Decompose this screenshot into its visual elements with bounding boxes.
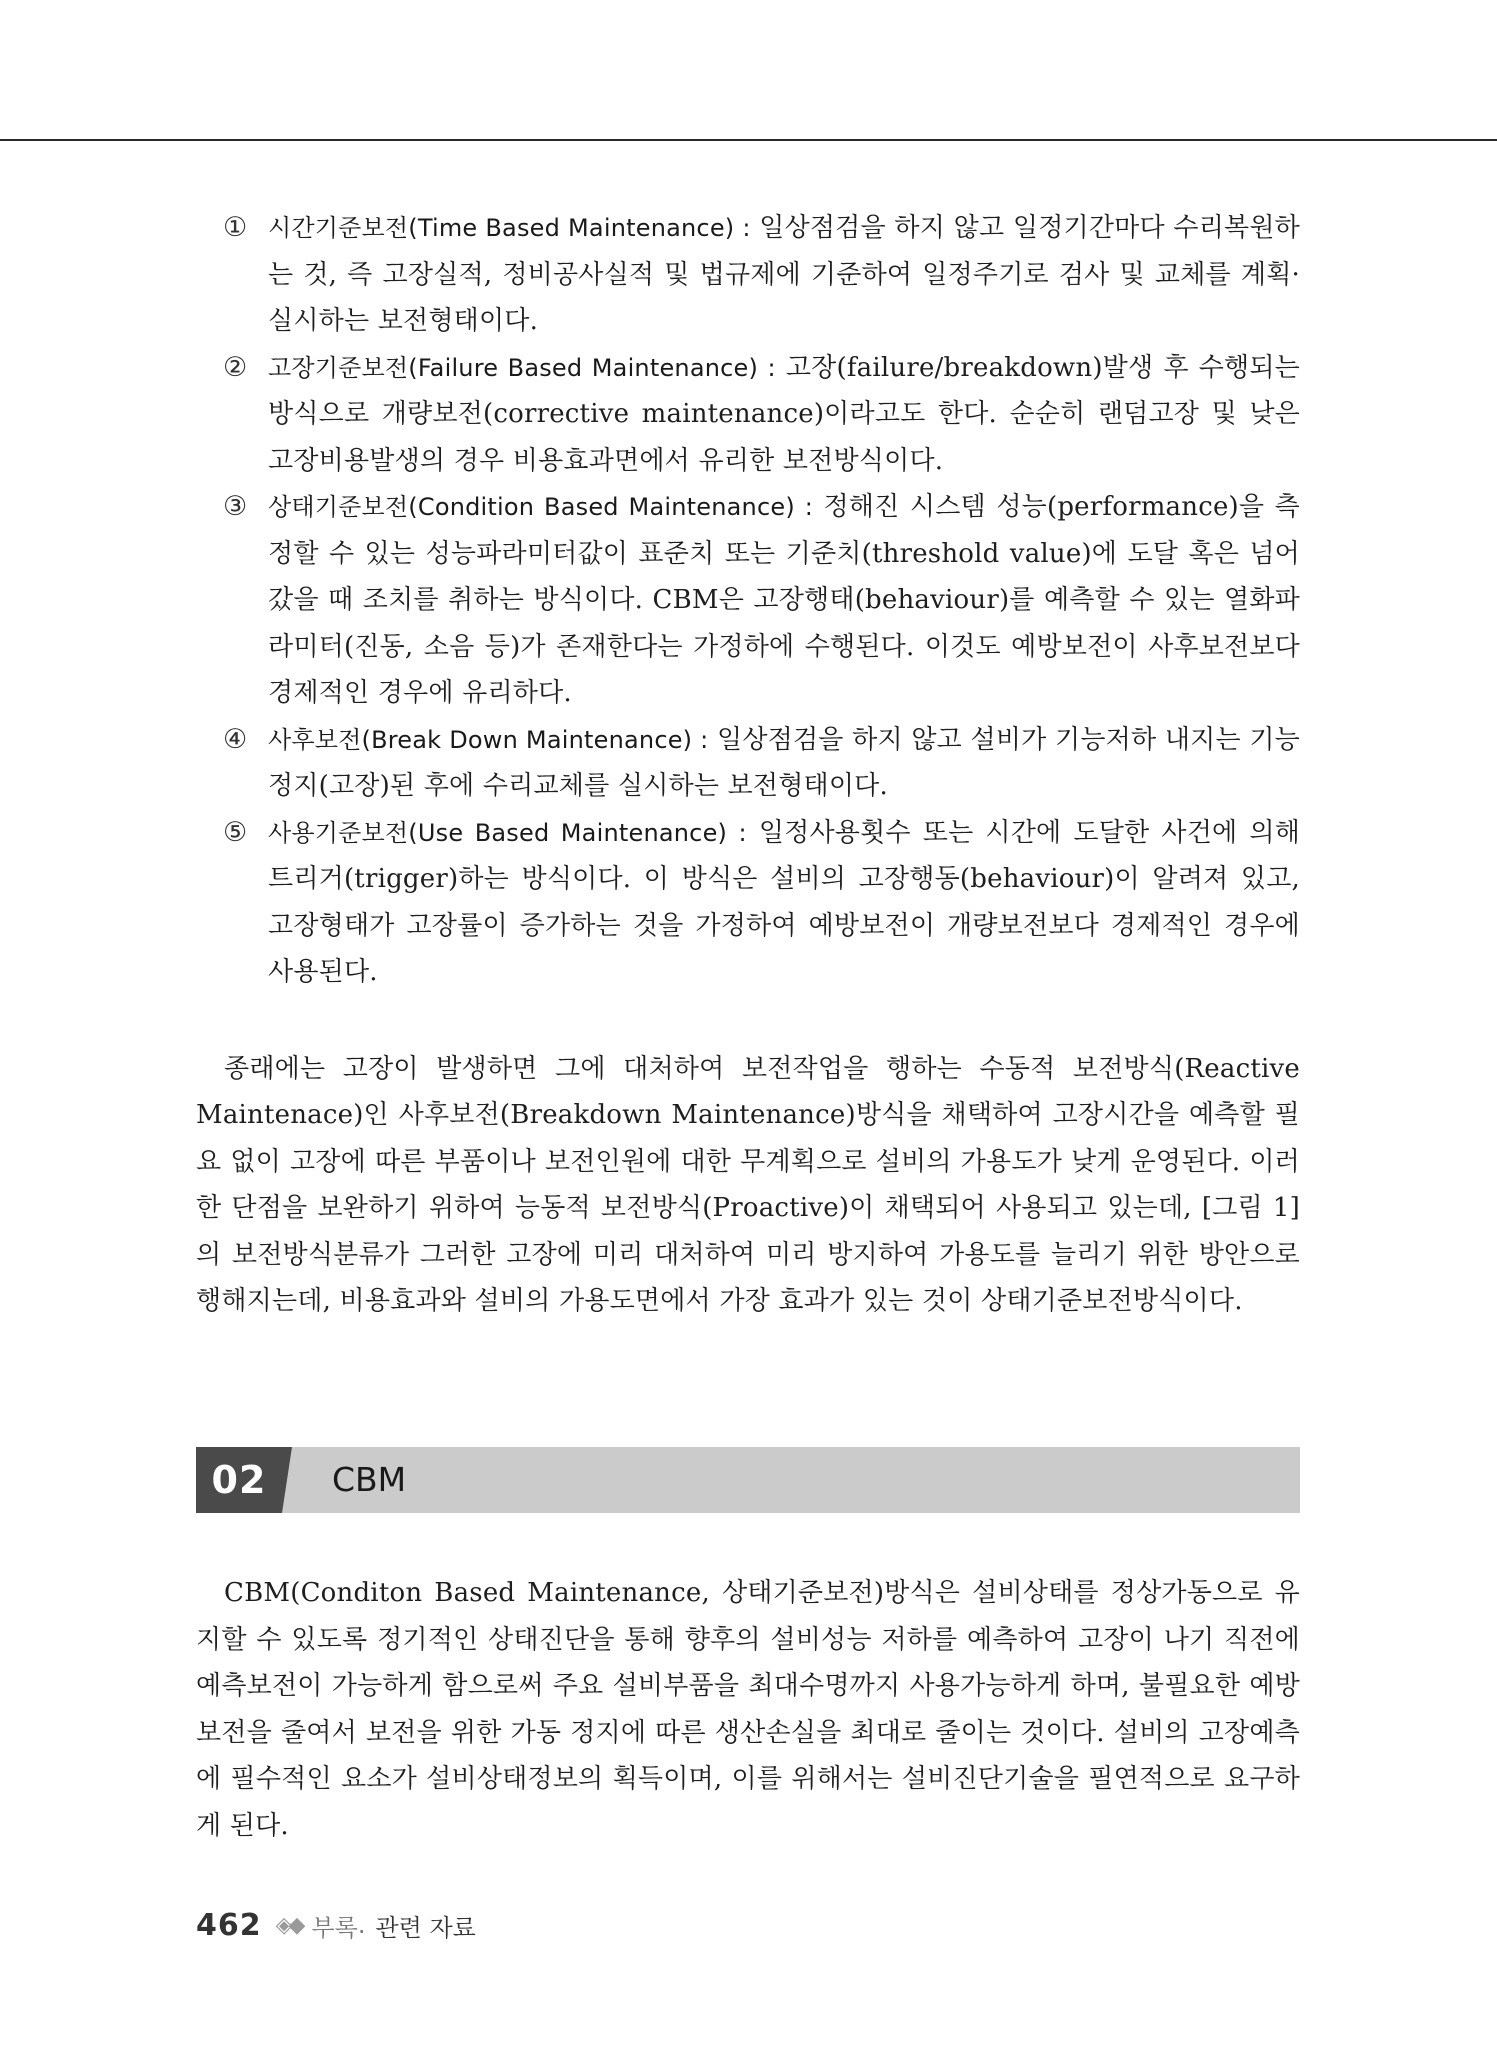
maintenance-type-list	[196, 205, 1300, 996]
list-item	[196, 484, 1300, 717]
cbm-section-body	[196, 1570, 1300, 1849]
page-footer	[196, 1905, 476, 1945]
header-rule	[0, 139, 1497, 141]
footer-separator: .	[357, 1911, 366, 1939]
intro-paragraph: 종래에는 고장이 발생하면 그에 대처하여 보전작업을 행하는 수동적 보전방식(Reactive Maintenace)인 사후보전(Breakdown Maintenance)방식을 채택하여 고장시간을 예측할 필요 없이 고장에 따른 부품이나 보전인원에 대한 무계획으로 설비의 가용도가 낮게 운영된다. 이러한 단점을 보완하기 위하여 능동적 보전방식(Proactive)이 채택되어 사용되고 있는데, [그림 1]의 보전방식분류가 그러한 고장에 미리 대처하여 미리 방지하여 가용도를 늘리기 위한 방안으로 행해지는데, 비용효과와 설비의 가용도면에서 가장 효과가 있는 것이 상태기준보전방식이다.	[196, 1053, 1300, 1316]
item-text: 정해진 시스템 성능(performance)을 측정할 수 있는 성능파라미터값이 표준치 또는 기준치(threshold value)에 도달 혹은 넘어갔을 때 조치를 취하는 방식이다. CBM은 고장행태(behaviour)를 예측할 수 있는 열화파라미터(진동, 소음 등)가 존재한다는 가정하에 수행된다. 이것도 예방보전이 사후보전보다 경제적인 경우에 유리하다.	[268, 492, 1300, 708]
diamond-dots-icon: ◈◆	[275, 1912, 302, 1938]
item-number: ③	[223, 491, 248, 522]
cbm-paragraph: CBM(Conditon Based Maintenance, 상태기준보전)방식은 설비상태를 정상가동으로 유지할 수 있도록 정기적인 상태진단을 통해 향후의 설비성능 저하를 예측하여 고장이 나기 직전에 예측보전이 가능하게 함으로써 주요 설비부품을 최대수명까지 사용가능하게 하며, 불필요한 예방보전을 줄여서 보전을 위한 가동 정지에 따른 생산손실을 최대로 줄이는 것이다. 설비의 고장예측에 필수적인 요소가 설비상태정보의 획득이며, 이를 위해서는 설비진단기술을 필연적으로 요구하게 된다.	[196, 1578, 1300, 1841]
body-text	[196, 205, 1300, 1325]
footer-chapter-title: 관련 자료	[375, 1913, 476, 1942]
item-text: 일상점검을 하지 않고 설비가 기능저하 내지는 기능정지(고장)된 후에 수리교체를 실시하는 보전형태이다.	[268, 724, 1300, 801]
section-notch	[282, 1447, 292, 1513]
list-item	[196, 345, 1300, 485]
item-text: 일상점검을 하지 않고 일정기간마다 수리복원하는 것, 즉 고장실적, 정비공사실적 및 법규제에 기준하여 일정주기로 검사 및 교체를 계획·실시하는 보전형태이다.	[268, 213, 1301, 336]
list-item	[196, 810, 1300, 996]
item-term: 상태기준보전(Condition Based Maintenance) :	[268, 493, 814, 521]
item-term: 고장기준보전(Failure Based Maintenance) :	[268, 353, 776, 382]
item-term: 사용기준보전(Use Based Maintenance) :	[268, 818, 747, 847]
list-item	[196, 205, 1300, 345]
item-number: ④	[223, 723, 248, 755]
item-text: 고장(failure/breakdown)발생 후 수행되는 방식으로 개량보전(corrective maintenance)이라고도 한다. 순순히 랜덤고장 및 낮은 고장비용발생의 경우 비용효과면에서 유리한 보전방식이다.	[268, 352, 1300, 476]
item-term: 사후보전(Break Down Maintenance) :	[268, 725, 709, 754]
page-number: 462	[196, 1907, 262, 1943]
item-term: 시간기준보전(Time Based Maintenance) :	[268, 214, 751, 242]
footer-chapter-label: 부록	[311, 1913, 358, 1942]
section-title: CBM	[332, 1460, 407, 1499]
item-text: 일정사용횟수 또는 시간에 도달한 사건에 의해 트리거(trigger)하는 방식이다. 이 방식은 설비의 고장행동(behaviour)이 알려져 있고, 고장형태가 고장률이 증가하는 것을 가정하여 예방보전이 개량보전보다 경제적인 경우에 사용된다.	[268, 817, 1301, 987]
list-item	[196, 717, 1300, 810]
item-number: ⑤	[223, 816, 248, 848]
section-number: 02	[196, 1447, 282, 1513]
item-number: ②	[223, 351, 248, 383]
section-heading	[196, 1447, 1300, 1513]
item-number: ①	[223, 212, 248, 243]
